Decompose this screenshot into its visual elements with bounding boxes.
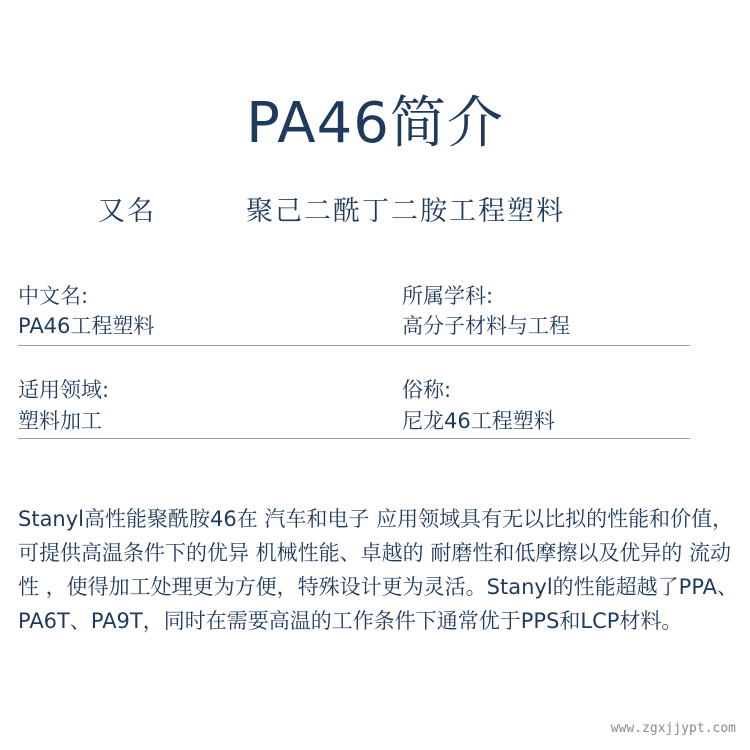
- discipline-label: 所属学科:: [402, 284, 494, 308]
- alias-value: 聚己二酰丁二胺工程塑料: [246, 196, 565, 227]
- application-label: 适用领域:: [18, 378, 110, 402]
- common-name-value: 尼龙46工程塑料: [402, 409, 555, 433]
- application-value: 塑料加工: [18, 409, 102, 433]
- chinese-name-label: 中文名:: [18, 284, 89, 308]
- divider-top: [18, 345, 690, 346]
- watermark: www.zgxjjypt.com: [610, 721, 736, 736]
- page-title: PA46简介: [246, 91, 504, 156]
- chinese-name-value: PA46工程塑料: [18, 314, 155, 338]
- description-paragraph: Stanyl高性能聚酰胺46在 汽车和电子 应用领域具有无以比拟的性能和价值，可提供高温条件下的优异 机械性能、卓越的 耐磨性和低摩擦以及优异的 流动性 ，使得加工处理更为方便，特殊设计更为灵活。Stanyl的性能超越了PPA、PA6T、PA9T，同时在需要高温的工作条件下通常优于PPS和LCP材料。: [18, 507, 739, 633]
- discipline-value: 高分子材料与工程: [402, 314, 570, 338]
- alias-label: 又名: [98, 196, 156, 227]
- divider-bottom: [18, 438, 690, 439]
- common-name-label: 俗称:: [402, 378, 452, 402]
